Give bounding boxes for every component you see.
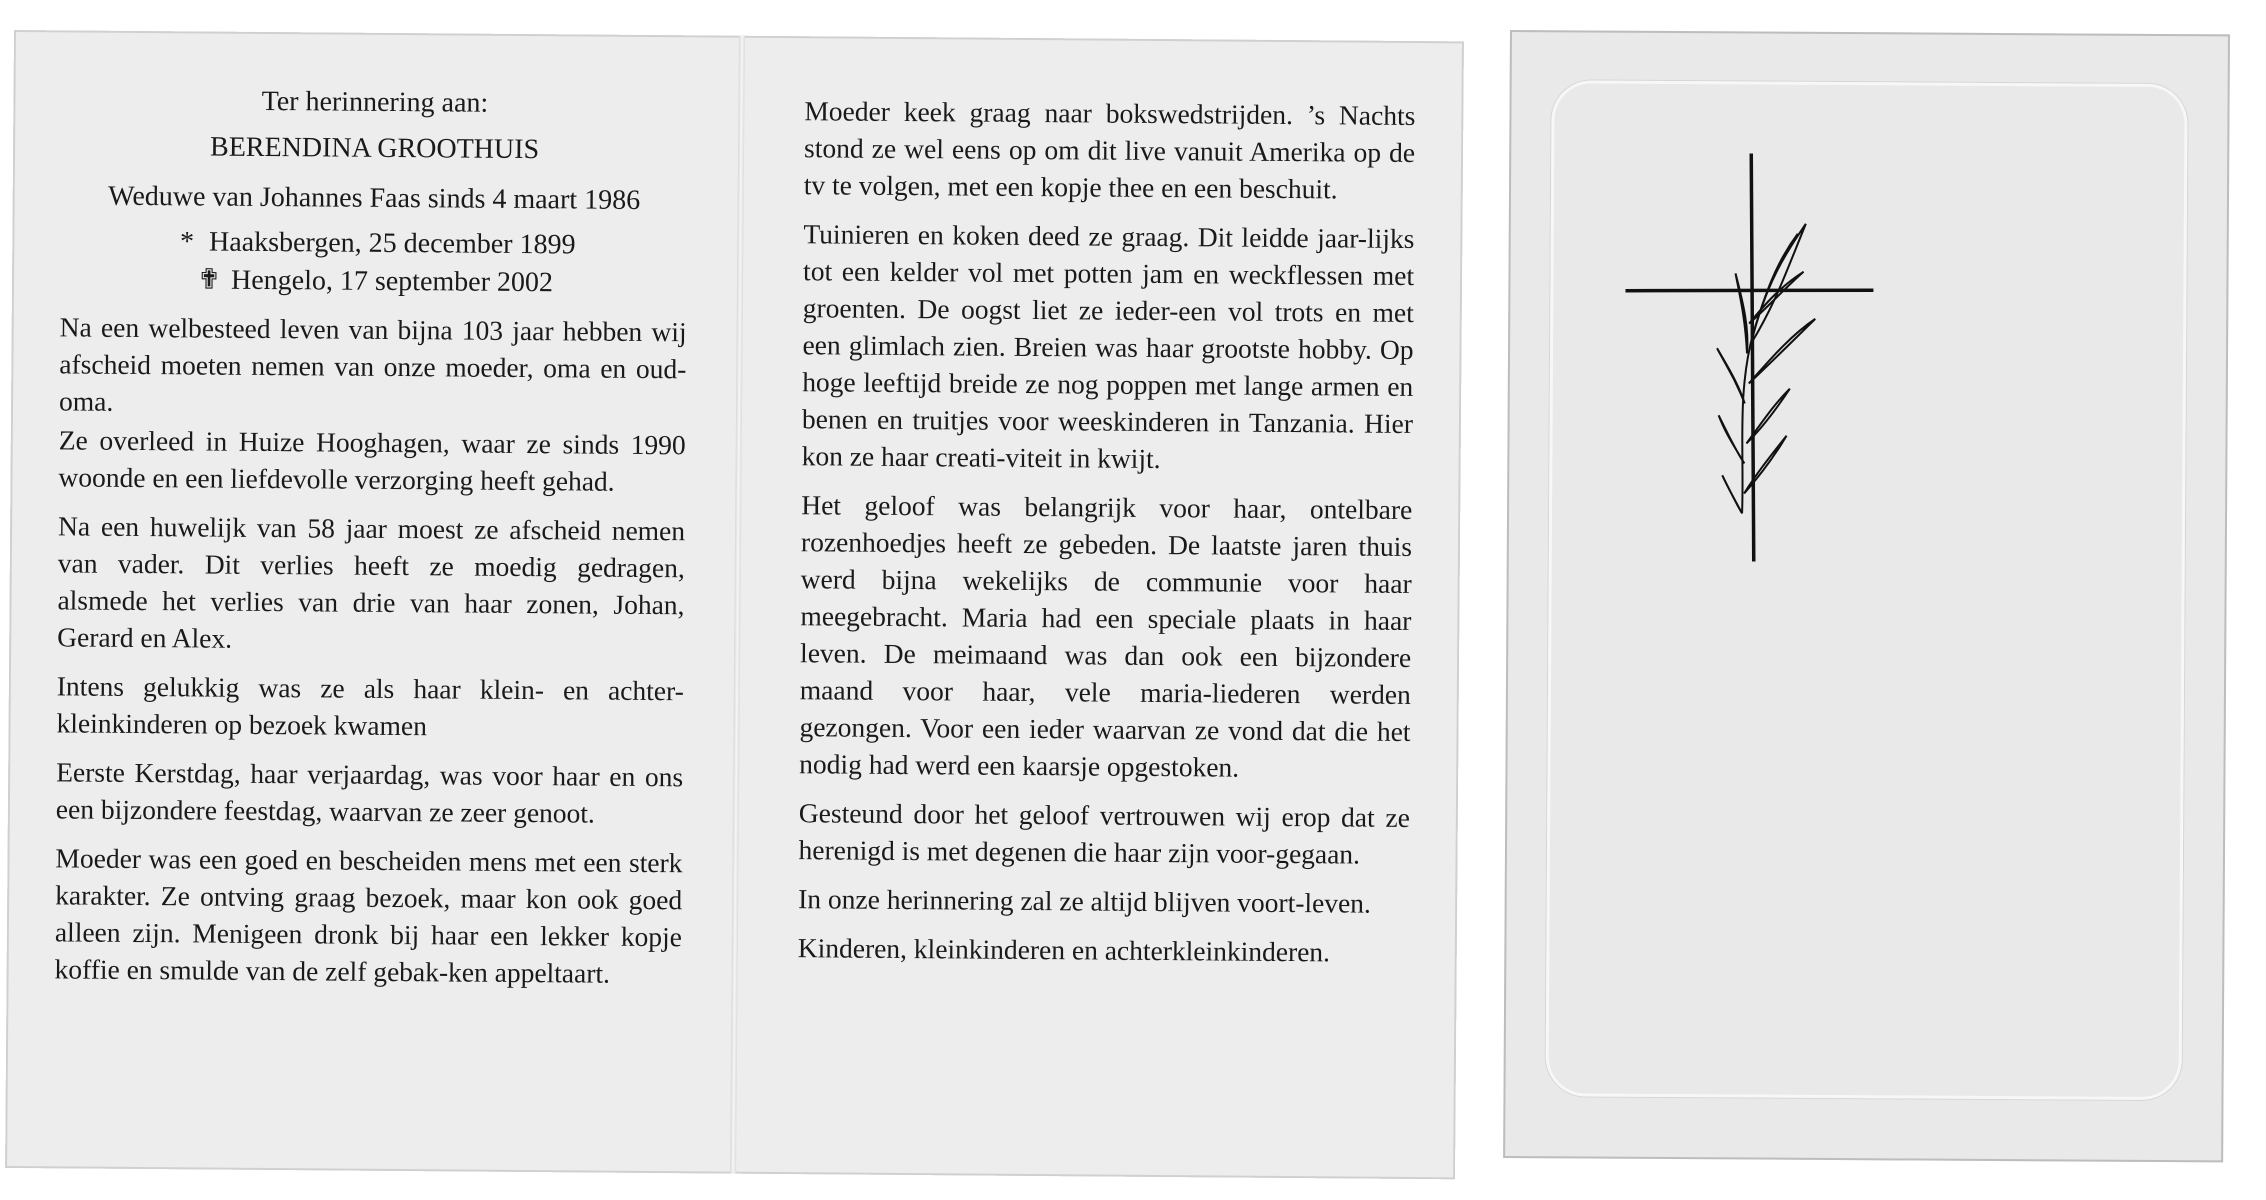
memorial-card-cover <box>1503 30 2230 1162</box>
paragraph: Eerste Kerstdag, haar verjaardag, was voor haar en ons een bijzondere feestdag, waarvan ze zeer genoot. <box>55 756 684 829</box>
cross-with-palm-branch-icon <box>1624 153 1876 565</box>
paragraph: Na een welbesteed leven van bijna 103 jaar hebben wij afscheid moeten nemen van onze moeder, oma en oud-oma. <box>58 311 687 417</box>
paragraph: In onze herinnering zal ze altijd blijven voort-leven. <box>798 883 1372 919</box>
memorial-card-inside <box>5 30 1464 1179</box>
paragraph: Het geloof was belangrijk voor haar, ontelbare rozenhoedjes heeft ze gebeden. De laatste jaren thuis werd bijna wekelijks de communie voor haar meegebracht. Maria had een speciale plaats in haar leven. De meimaand was dan ook een bijzondere maand voor haar, vele maria-liederen werden gezongen. Voor een ieder waarvan ze vond dat die het nodig had werd een kaarsje opgestoken. <box>799 489 1413 783</box>
memorial-heading: Ter herinnering aan: <box>261 85 489 119</box>
paragraph: Gesteund door het geloof vertrouwen wij erop dat ze herenigd is met degenen die haar zijn voor-gegaan. <box>798 797 1410 870</box>
paragraph: Moeder was een goed en bescheiden mens met een sterk karakter. Ze ontving graag bezoek, maar kon ook goed alleen zijn. Menigeen dronk bij haar een lekker kopje koffie en smulde van de zelf gebak-ken appeltaart. <box>54 842 683 989</box>
death-text: Hengelo, 17 september 2002 <box>230 264 554 299</box>
paragraph: Moeder keek graag naar bokswedstrijden. ’s Nachts stond ze wel eens op om dit live vanuit Amerika op de tv te volgen, met een kopje thee en een beschuit. <box>803 95 1416 205</box>
death-cross-icon: ✟ <box>197 264 221 296</box>
birth-text: Haaksbergen, 25 december 1899 <box>208 226 576 261</box>
right-page <box>736 36 1464 1180</box>
death-line <box>60 260 687 303</box>
left-page <box>5 30 739 1174</box>
paragraph: Intens gelukkig was ze als haar klein- en achter-kleinkinderen op bezoek kwamen <box>56 670 684 742</box>
paragraph: Na een huwelijk van 58 jaar moest ze afscheid nemen van vader. Dit verlies heeft ze moedig gedragen, alsmede het verlies van drie van haar zonen, Johan, Gerard en Alex. <box>57 510 686 654</box>
paragraph: Tuinieren en koken deed ze graag. Dit leidde jaar-lijks tot een kelder vol met potten jam en weckflessen met groenten. De oogst liet ze ieder-een vol trots en met een glimlach zien. Breien was haar grootste hobby. Op hoge leeftijd breide ze nog poppen met lange armen en benen en truitjes voor weeskinderen in Tanzania. Hier kon ze haar creati-viteit in kwijt. <box>801 218 1415 475</box>
birth-line <box>60 222 687 265</box>
paragraph: Kinderen, kleinkinderen en achterkleinkinderen. <box>797 932 1331 968</box>
deceased-name: BERENDINA GROOTHUIS <box>209 131 540 166</box>
widow-line: Weduwe van Johannes Faas sinds 4 maart 1986 <box>108 180 641 216</box>
paragraph: Ze overleed in Huize Hooghagen, waar ze sinds 1990 woonde en een liefdevolle verzorging heeft gehad. <box>58 424 686 497</box>
birth-star-icon: * <box>179 226 195 258</box>
